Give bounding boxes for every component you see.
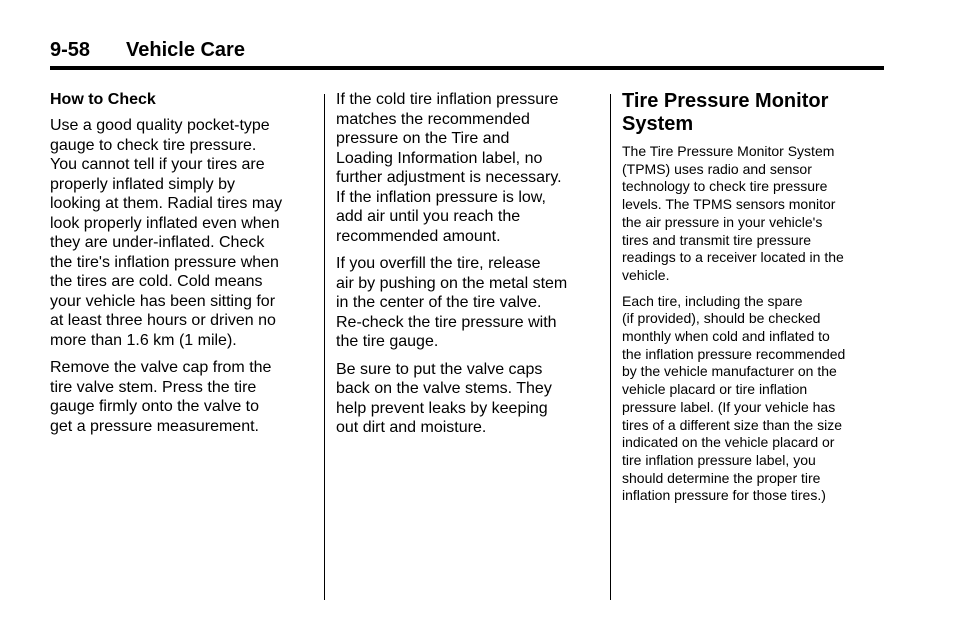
paragraph: If you overfill the tire, release air by pushing on the metal stem in the center of the tire valve. Re-check the tire pressure with the tire gauge. [336,255,568,350]
page-number: 9-58 [50,39,91,61]
section-title: Vehicle Care [126,39,245,61]
tpms-heading: Tire Pressure Monitor System [622,90,829,135]
column-divider [324,94,325,600]
column-divider [610,94,611,600]
how-to-check-heading: How to Check [50,91,156,108]
paragraph: If the cold tire inflation pressure matches the recommended pressure on the Tire and Loading Information label, no further adjustment is necessary. If the inflation pressure is low, add air until you reach the recommended amount. [336,91,562,245]
paragraph: Remove the valve cap from the tire valve stem. Press the tire gauge firmly onto the valve to get a pressure measurement. [50,359,272,435]
page-header [50,38,884,70]
column-right [622,90,884,513]
paragraph: Each tire, including the spare (if provided), should be checked monthly when cold and inflated to the inflation pressure recommended by the vehicle manufacturer on the vehicle placard or tire inflation pressure label. (If your vehicle has tires of a different size than the size indicated on the vehicle placard or tire inflation pressure label, you should determine the proper tire inflation pressure for those tires.) [622,292,846,504]
column-middle [336,90,604,446]
column-left [50,90,320,444]
paragraph: Use a good quality pocket-type gauge to check tire pressure. You cannot tell if your tires are properly inflated simply by looking at them. Radial tires may look properly inflated even when they are under-inflated. Check the tire's inflation pressure when the tires are cold. Cold means your vehicle has been sitting for at least three hours or driven no more than 1.6 km (1 mile). [50,117,283,349]
paragraph: Be sure to put the valve caps back on the valve stems. They help prevent leaks by keeping out dirt and moisture. [336,360,552,436]
paragraph: The Tire Pressure Monitor System (TPMS) uses radio and sensor technology to check tire pressure levels. The TPMS sensors monitor the air pressure in your vehicle's tires and transmit tire pressure readings to a receiver located in the vehicle. [622,143,844,283]
